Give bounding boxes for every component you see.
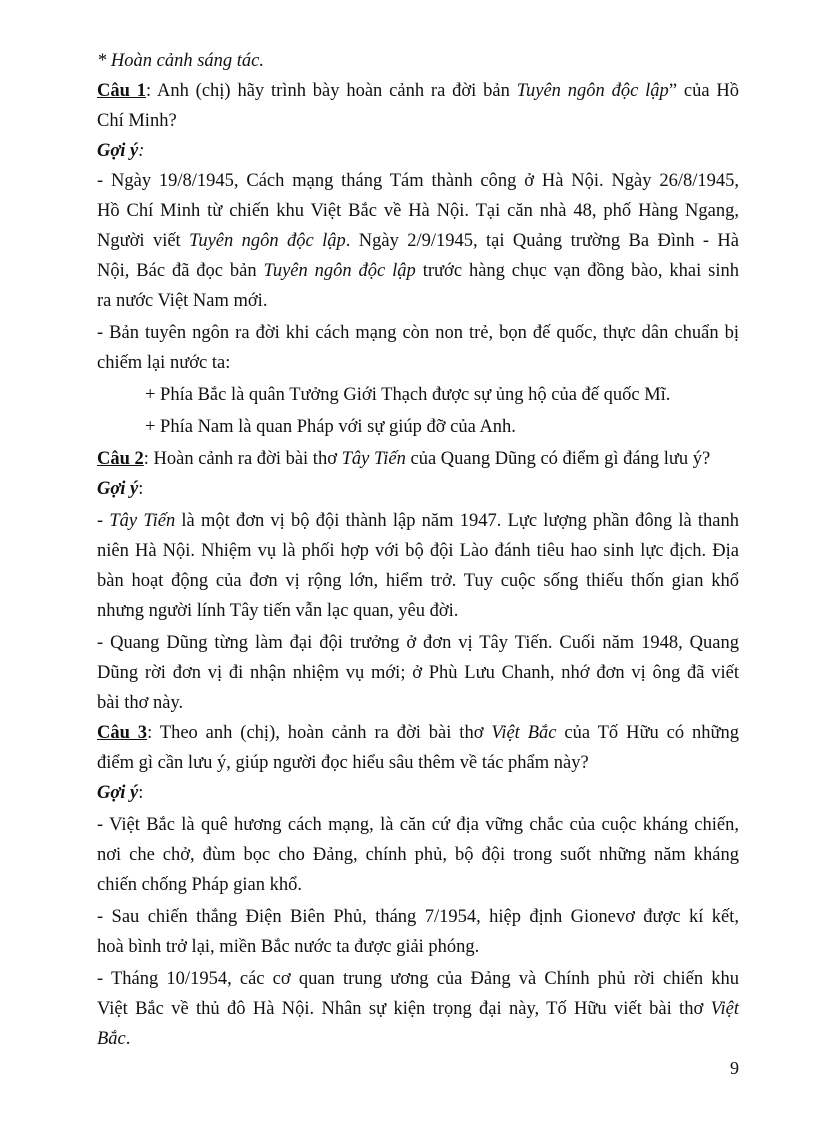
answer-1-line: - Bản tuyên ngôn ra đời khi cách mạng còn non trẻ, bọn đế quốc, thực dân chuẩn bị [97, 323, 739, 343]
answer-2-line: bàn hoạt động của đơn vị rộng lớn, hiểm trở. Tuy cuộc sống thiếu thốn gian khổ [97, 571, 739, 591]
answer-2-line: nhưng người lính Tây tiến vẫn lạc quan, yêu đời. [97, 601, 459, 621]
answer-2-line: - Tây Tiến là một đơn vị bộ đội thành lập năm 1947. Lực lượng phần đông là thanh [97, 511, 739, 531]
answer-3-line: Bắc. [97, 1029, 131, 1049]
answer-2-line: niên Hà Nội. Nhiệm vụ là phối hợp với bộ đội Lào đánh tiêu hao sinh lực địch. Địa [97, 541, 739, 561]
answer-1-line: Hồ Chí Minh từ chiến khu Việt Bắc về Hà Nội. Tại căn nhà 48, phố Hàng Ngang, [97, 201, 739, 221]
answer-3-line: nơi che chở, đùm bọc cho Đảng, chính phủ, bộ đội trong suốt những năm kháng [97, 845, 739, 865]
question-2-label: Câu 2 [97, 449, 144, 469]
answer-1-subitem: + Phía Bắc là quân Tưởng Giới Thạch được sự ủng hộ của đế quốc Mĩ. [145, 385, 671, 405]
answer-1-line: Nội, Bác đã đọc bản Tuyên ngôn độc lập trước hàng chục vạn đồng bào, khai sinh [97, 261, 739, 281]
section-heading: * Hoàn cảnh sáng tác. [97, 51, 264, 71]
answer-3-line: Việt Bắc về thủ đô Hà Nội. Nhân sự kiện trọng đại này, Tố Hữu viết bài thơ Việt [97, 999, 739, 1019]
question-1-line-1: Câu 1: Anh (chị) hãy trình bày hoàn cảnh ra đời bản Tuyên ngôn độc lập” của Hồ [97, 81, 739, 101]
question-1-line-2: Chí Minh? [97, 111, 177, 131]
answer-3-line: hoà bình trở lại, miền Bắc nước ta được giải phóng. [97, 937, 480, 957]
answer-2-line: Dũng rời đơn vị đi nhận nhiệm vụ mới; ở Phù Lưu Chanh, nhớ đơn vị ông đã viết [97, 663, 739, 683]
answer-2-line: bài thơ này. [97, 693, 184, 713]
answer-2-line: - Quang Dũng từng làm đại đội trưởng ở đơn vị Tây Tiến. Cuối năm 1948, Quang [97, 633, 739, 653]
answer-3-line: - Sau chiến thắng Điện Biên Phủ, tháng 7/1954, hiệp định Gionevơ được kí kết, [97, 907, 739, 927]
answer-1-line: ra nước Việt Nam mới. [97, 291, 268, 311]
answer-3-line: - Tháng 10/1954, các cơ quan trung ương của Đảng và Chính phủ rời chiến khu [97, 969, 739, 989]
answer-1-line: - Ngày 19/8/1945, Cách mạng tháng Tám thành công ở Hà Nội. Ngày 26/8/1945, [97, 171, 739, 191]
question-1-label: Câu 1 [97, 81, 146, 101]
question-3-line-1: Câu 3: Theo anh (chị), hoàn cảnh ra đời bài thơ Việt Bắc của Tố Hữu có những [97, 723, 740, 743]
answer-1-subitem: + Phía Nam là quan Pháp với sự giúp đỡ của Anh. [145, 417, 516, 437]
question-3-line-2: điểm gì cần lưu ý, giúp người đọc hiểu sâu thêm về tác phẩm này? [97, 753, 589, 773]
answer-1-line: Người viết Tuyên ngôn độc lập. Ngày 2/9/1945, tại Quảng trường Ba Đình - Hà [97, 231, 739, 251]
hint-2-label: Gợi ý: [97, 479, 144, 499]
question-2-line-1: Câu 2: Hoàn cảnh ra đời bài thơ Tây Tiến của Quang Dũng có điểm gì đáng lưu ý? [97, 449, 711, 469]
answer-3-line: chiến chống Pháp gian khổ. [97, 875, 302, 895]
question-3-label: Câu 3 [97, 723, 148, 743]
hint-1-label: Gợi ý: [97, 141, 145, 161]
answer-1-line: chiếm lại nước ta: [97, 353, 231, 373]
page-number: 9 [730, 1058, 739, 1078]
answer-3-line: - Việt Bắc là quê hương cách mạng, là căn cứ địa vững chắc của cuộc kháng chiến, [97, 815, 739, 835]
hint-3-label: Gợi ý: [97, 783, 144, 803]
